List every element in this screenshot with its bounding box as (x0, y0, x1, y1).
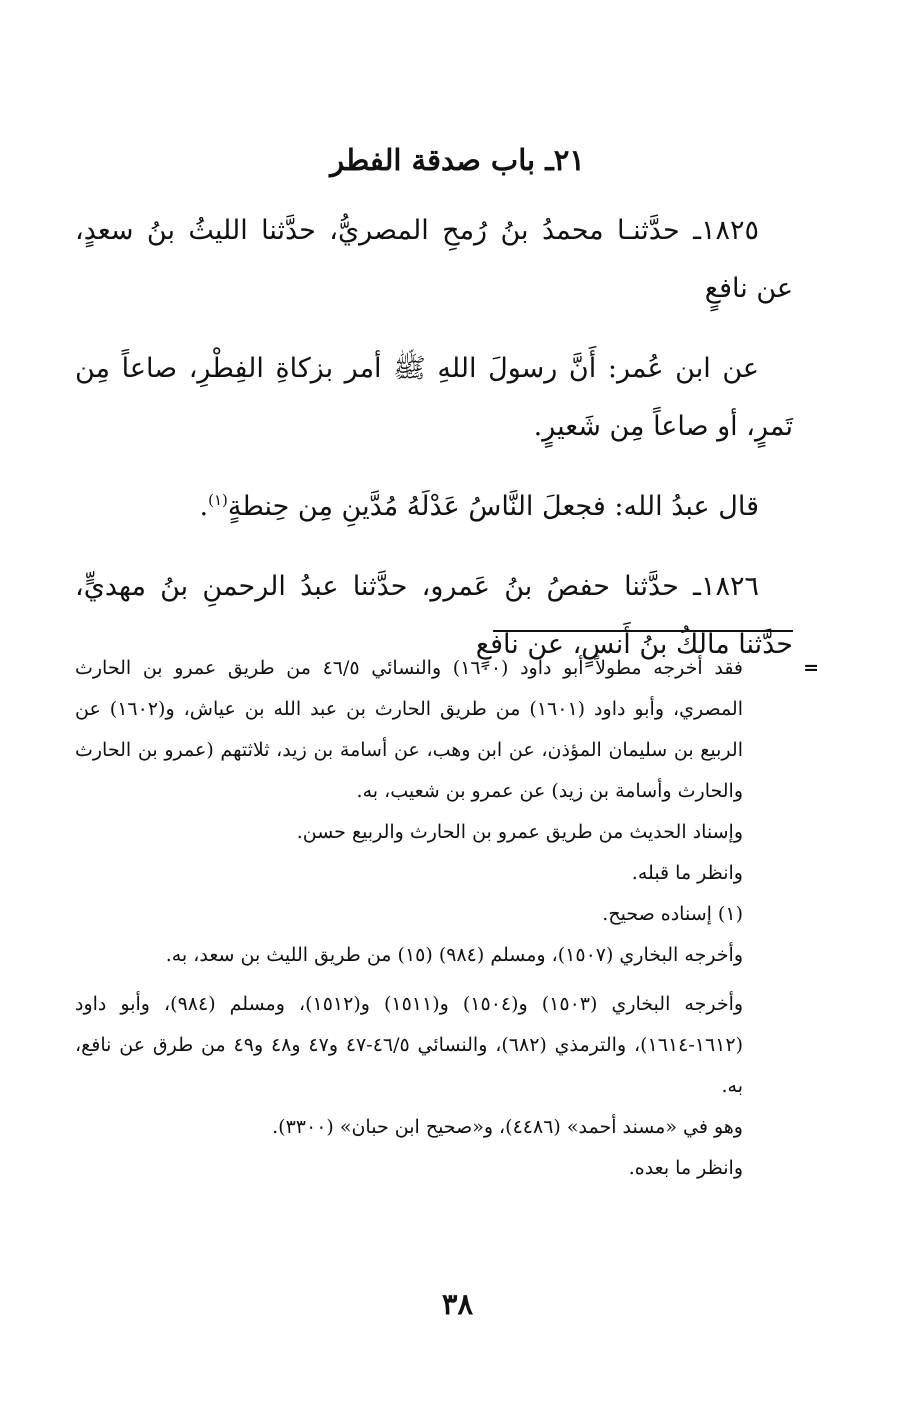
footnote-line: فقد أخرجه مطولاً أبو داود (١٦٠٠) والنسائي ٤٦/٥ من طريق عمرو بن الحارث المصري، وأبو داود (١٦٠١) من طريق الحارث بن عبد الله بن عياش، و(١٦٠٢) عن الربيع بن سليمان المؤذن، عن ابن وهب، عن أسامة بن زيد، ثلاثتهم (عمرو بن الحارث والحارث وأسامة بن زيد) عن عمرو بن شعيب، به. (75, 657, 744, 802)
footnote-line: وإسناد الحديث من طريق عمرو بن الحارث والربيع حسن. (296, 821, 743, 843)
hadith-1825-qala-text: قال عبدُ الله: فجعلَ النَّاسُ عَدْلَهُ مُدَّينِ مِن حِنطةٍ (227, 491, 759, 522)
footnote-divider (493, 630, 793, 632)
hadith-1825-qala-end: . (199, 491, 209, 522)
footnote-reference: (١) (208, 491, 228, 509)
hadith-1826-chain: ١٨٢٦ـ حدَّثنا حفصُ بنُ عَمرو، حدَّثنا عبدُ الرحمنِ بنُ مهديٍّ، حدَّثنا مالكُ بنُ أَنسٍ، عن نافعٍ (75, 571, 793, 660)
footnote-line: وأخرجه البخاري (١٥٠٣) و(١٥٠٤) و(١٥١١) و(١٥١٢)، ومسلم (٩٨٤)، وأبو داود (١٦١٢-١٦١٤)، والترمذي (٦٨٢)، والنسائي ٤٦/٥-٤٧ و٤٧ و٤٨ و٤٩ من طرق عن نافع، به. (75, 993, 744, 1097)
hadith-1825-qala (75, 478, 793, 536)
chapter-heading: ٢١ـ باب صدقة الفطر (330, 143, 585, 177)
hadith-1825-text: عن ابن عُمر: أَنَّ رسولَ اللهِ ﷺ أمر بزكاةِ الفِطْرِ، صاعاً مِن تَمرٍ، أو صاعاً مِن شَعيرٍ. (75, 353, 793, 442)
footnote-line: وأخرجه البخاري (١٥٠٧)، ومسلم (٩٨٤) (١٥) من طريق الليث بن سعد، به. (165, 944, 743, 966)
footnote-continuation-mark: = (803, 657, 819, 679)
footnote-line: (١) إسناده صحيح. (602, 903, 743, 925)
footnote-line: وانظر ما بعده. (628, 1157, 743, 1179)
footnotes (75, 648, 793, 1189)
footnote-line: وهو في «مسند أحمد» (٤٤٨٦)، و«صحيح ابن حبان» (٣٣٠٠). (272, 1116, 743, 1138)
main-text (75, 202, 793, 682)
page-number: ٣٨ (441, 1287, 474, 1321)
footnote-line: وانظر ما قبله. (631, 862, 743, 884)
hadith-1825-chain: ١٨٢٥ـ حدَّثنـا محمدُ بنُ رُمحِ المصريُّ، حدَّثنا الليثُ بنُ سعدٍ، عن نافعٍ (75, 215, 793, 304)
